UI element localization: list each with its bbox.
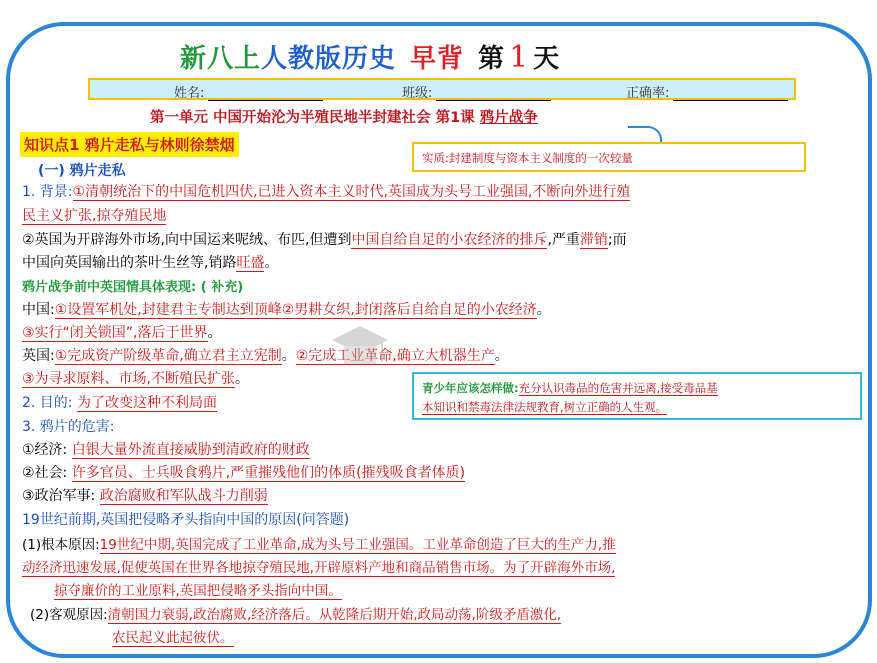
root-reason-line-2: 动经济迅速发展,促使英国在世界各地掠夺殖民地,开辟原料产地和商品销售市场。为了开辟海外市场, (22, 560, 616, 576)
class-field[interactable]: 班级: (402, 82, 551, 101)
objective-reason-line-1: (2)客观原因:清朝国力衰弱,政治腐败,经济落后。从乾隆后期开始,政局动荡,阶级矛盾激化, (30, 607, 562, 623)
title-part-morning: 早背 (410, 44, 465, 74)
harm-economy: ①经济: 白银大量外流直接威胁到清政府的财政 (22, 442, 310, 458)
root-reason-line-1: (1)根本原因:19世纪中期,英国完成了工业革命,成为头号工业强国。工业革命创造了巨大的生产力,推 (22, 537, 616, 553)
title-part-grade: 新八上 (180, 44, 262, 74)
accuracy-field[interactable]: 正确率: (626, 82, 788, 101)
purpose-line: 2. 目的: 为了改变这种不利局面 (22, 395, 217, 411)
britain-line: 英国:①完成资产阶级革命,确立君主立宪制。②完成工业革命,确立大机器生产。 (22, 348, 509, 364)
title-part-tian: 天 (533, 44, 561, 74)
background-line-2: 民主义扩张,掠夺殖民地 (22, 208, 167, 224)
title-part-day-number: 1 (509, 40, 530, 75)
china-line: 中国:①设置军机处,封建君主专制达到顶峰②男耕女织,封闭落后自给自足的小农经济。 (22, 302, 551, 318)
student-info-bar (88, 78, 796, 100)
reason-heading: 19世纪前期,英国把侵略矛头指向中国的原因(问答题) (22, 512, 350, 528)
title-part-subject: 人教版历史 (261, 44, 397, 74)
root-reason-line-3: 掠夺廉价的工业原料,英国把侵略矛头指向中国。 (54, 583, 342, 599)
teen-advice-box: 青少年应该怎样做:充分认识毒品的危害并远离,接受毒品基 本知识和禁毒法律法规教育,树立正确的人生观。 (412, 372, 862, 420)
title-part-di: 第 (478, 44, 506, 74)
background-line-1: 1. 背景:①清朝统治下的中国危机四伏,已进入资本主义时代,英国成为头号工业强国,不断向外进行殖 (22, 184, 631, 200)
lesson-title: 鸦片战争 (479, 110, 538, 126)
watermark-cap-icon (330, 318, 390, 378)
harm-heading: 3. 鸦片的危害: (22, 419, 115, 435)
essence-box: 实质:封建制度与资本主义制度的一次较量 (412, 142, 806, 172)
page-title (180, 38, 700, 78)
name-field[interactable]: 姓名: (174, 82, 323, 101)
section-opium-smuggling: (一) 鸦片走私 (38, 163, 126, 179)
connector-line (628, 126, 662, 142)
harm-society: ②社会: 许多官员、士兵吸食鸦片,严重摧残他们的体质(摧残吸食者体质) (22, 465, 466, 481)
background-line-4: 中国向英国输出的茶叶生丝等,销路旺盛。 (22, 255, 279, 271)
britain-line-2: ③为寻求原料、市场,不断殖民扩张。 (22, 371, 250, 387)
unit-heading: 第一单元 中国开始沦为半殖民地半封建社会 第1课 鸦片战争 (150, 110, 538, 126)
china-line-2: ③实行“闭关锁国”,落后于世界。 (22, 325, 222, 341)
background-line-3: ②英国为开辟海外市场,向中国运来呢绒、布匹,但遭到中国自给自足的小农经济的排斥,严重滞销;而 (22, 232, 627, 248)
objective-reason-line-2: 农民起义此起彼伏。 (112, 630, 234, 646)
compare-heading: 鸦片战争前中英国情具体表现: ( 补充) (22, 280, 244, 295)
harm-politics: ③政治军事: 政治腐败和军队战斗力削弱 (22, 488, 268, 504)
knowledge-point-heading: 知识点1 鸦片走私与林则徐禁烟 (20, 132, 239, 157)
